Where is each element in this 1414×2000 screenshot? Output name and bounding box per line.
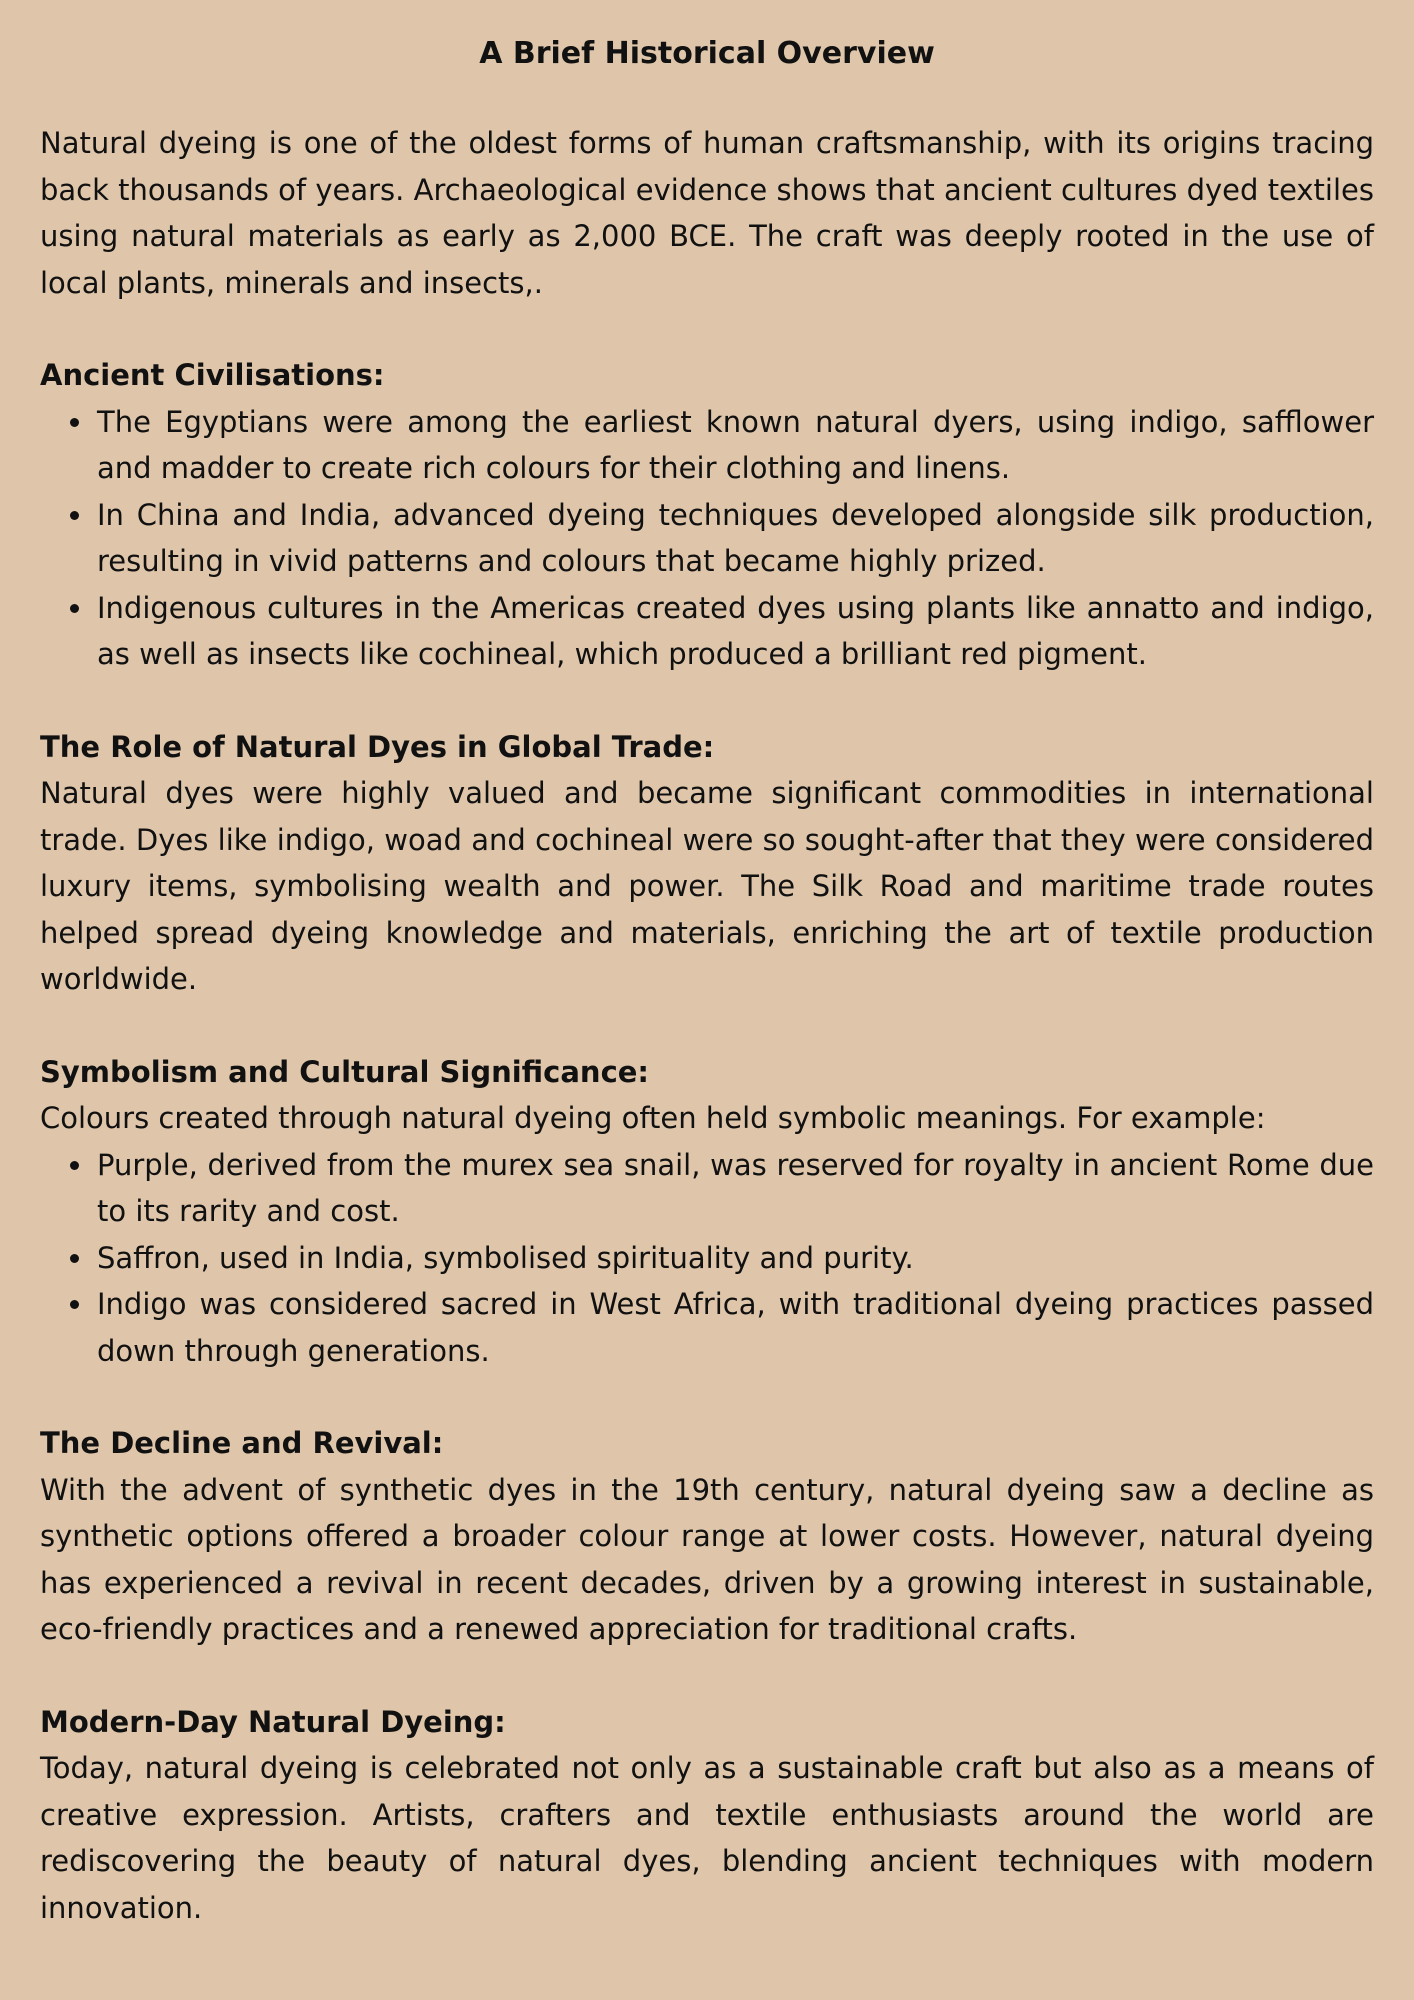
section-heading: Ancient Civilisations:	[40, 358, 385, 392]
bullet-icon	[70, 418, 79, 427]
list-item	[97, 492, 1374, 585]
section-heading: Symbolism and Cultural Significance:	[40, 1054, 650, 1089]
list-item-text: Indigo was considered sacred in West Africa, with traditional dyeing practices passed down through generations.	[97, 1287, 1374, 1368]
list-item	[97, 1235, 1374, 1282]
list-item	[97, 399, 1374, 492]
intro-paragraph: Natural dyeing is one of the oldest forms of human craftsmanship, with its origins tracing back thousands of years. Archaeological evidence shows that ancient cultures dyed textiles using natural materials as early as 2,000 BCE. The craft was deeply rooted in the use of local plants, minerals and insects,.	[40, 126, 1374, 300]
list-item-text: The Egyptians were among the earliest known natural dyers, using indigo, safflower and madder to create rich colours for their clothing and linens.	[97, 404, 1374, 485]
section-decline-revival	[40, 1420, 1374, 1653]
spacer	[40, 678, 1374, 724]
section-paragraph: Today, natural dyeing is celebrated not only as a sustainable craft but also as a means of creative expression. Artists, crafters and textile enthusiasts around the world are rediscovering the beauty of natural dyes, blending ancient techniques with modern innovation.	[40, 1751, 1374, 1925]
bullet-list	[40, 1142, 1374, 1375]
bullet-icon	[70, 511, 79, 520]
spacer	[40, 306, 1374, 352]
list-item-text: Purple, derived from the murex sea snail, was reserved for royalty in ancient Rome due to its rarity and cost.	[97, 1147, 1374, 1228]
bullet-icon	[70, 604, 79, 613]
spacer	[40, 1003, 1374, 1049]
section-heading: The Role of Natural Dyes in Global Trade:	[40, 729, 715, 764]
bullet-list	[40, 399, 1374, 678]
spacer	[40, 1653, 1374, 1699]
section-global-trade	[40, 724, 1374, 1003]
list-item-text: In China and India, advanced dyeing techniques developed alongside silk production, resulting in vivid patterns and colours that became highly prized.	[97, 497, 1374, 578]
section-ancient-civilisations	[40, 352, 1374, 678]
list-item-text: Saffron, used in India, symbolised spirituality and purity.	[97, 1240, 914, 1275]
list-item	[97, 1142, 1374, 1235]
bullet-icon	[70, 1300, 79, 1309]
bullet-icon	[70, 1254, 79, 1263]
bullet-icon	[70, 1161, 79, 1170]
section-paragraph: Colours created through natural dyeing often held symbolic meanings. For example:	[40, 1101, 1266, 1135]
spacer	[40, 1374, 1374, 1420]
list-item-text: Indigenous cultures in the Americas created dyes using plants like annatto and indigo, as well as insects like cochineal, which produced a brilliant red pigment.	[97, 590, 1374, 671]
section-modern-day	[40, 1699, 1374, 1932]
section-heading: Modern-Day Natural Dyeing:	[40, 1704, 506, 1739]
list-item	[97, 1281, 1374, 1374]
list-item	[97, 585, 1374, 678]
section-symbolism	[40, 1049, 1374, 1375]
section-paragraph: Natural dyes were highly valued and became significant commodities in international trade. Dyes like indigo, woad and cochineal were so sought-after that they were considered luxury items, symbolising wealth and power. The Silk Road and maritime trade routes helped spread dyeing knowledge and materials, enriching the art of textile production worldwide.	[40, 776, 1374, 996]
section-paragraph: With the advent of synthetic dyes in the 19th century, natural dyeing saw a decline as synthetic options offered a broader colour range at lower costs. However, natural dyeing has experienced a revival in recent decades, driven by a growing interest in sustainable, eco-friendly practices and a renewed appreciation for traditional crafts.	[40, 1472, 1374, 1646]
page-title: A Brief Historical Overview	[479, 36, 935, 71]
section-heading: The Decline and Revival:	[40, 1426, 444, 1460]
